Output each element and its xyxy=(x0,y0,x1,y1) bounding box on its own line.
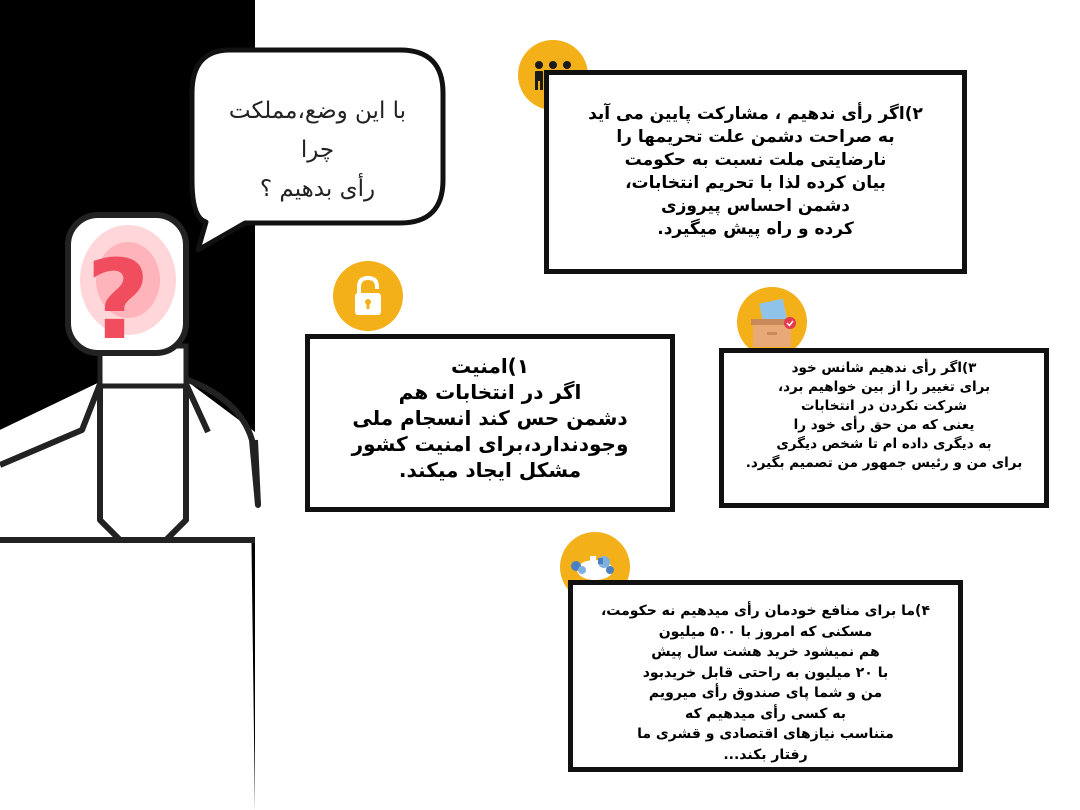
box2-line: ۲)اگر رأی ندهیم ، مشارکت پایین می آید xyxy=(588,104,923,124)
box1-line: مشکل ایجاد میکند. xyxy=(398,458,582,482)
box4-line: مسکنی که امروز با ۵۰۰ میلیون xyxy=(658,623,873,640)
box4-line: رفتار بکند... xyxy=(723,746,808,763)
logo-org-name: سازمان فضای مجازی سراج xyxy=(41,750,219,765)
box2-line: به صراحت دشمن علت تحریمها را xyxy=(616,127,895,147)
box4-line: ۴)ما برای منافع خودمان رأی میدهیم نه حکومت، xyxy=(600,603,930,619)
box3-line: ۳)اگر رأی ندهیم شانس خود xyxy=(791,360,977,376)
box3-line: شرکت نکردن در انتخابات xyxy=(800,398,968,414)
box1-line: اگر در انتخابات هم xyxy=(398,380,582,404)
box2-line: دشمن احساس پیروزی xyxy=(660,196,851,216)
bubble-line: رأی بدهیم ؟ xyxy=(259,176,376,202)
box2-line: بیان کرده لذا با تحریم انتخابات، xyxy=(625,173,886,193)
ballot-box-icon xyxy=(737,287,807,357)
siraj-logo-icon xyxy=(50,688,210,734)
logo-region: مرکز فارس xyxy=(102,774,158,787)
box3-line: برای من و رئیس جمهور من تصمیم بگیرد. xyxy=(745,455,1023,471)
box4-line: با ۲۰ میلیون به راحتی قابل خریدبود xyxy=(642,664,889,681)
box2-line: کرده و راه پیش میگیرد. xyxy=(657,219,854,239)
bubble-line: با این وضع،مملکت xyxy=(228,98,407,124)
box3-line: به دیگری داده ام تا شخص دیگری xyxy=(776,436,992,452)
reason-box-1 xyxy=(305,334,675,512)
box1-title: ۱)امنیت xyxy=(450,354,530,378)
logo-tagline: سازمان فضای مجازی سراج xyxy=(95,734,166,741)
reason-box-4 xyxy=(568,580,963,772)
ballot-box-icon-circle xyxy=(737,287,807,357)
box1-line: دشمن حس کند انسجام ملی xyxy=(352,406,628,430)
bubble-line: چرا xyxy=(300,137,335,163)
box4-line: هم نمیشود خرید هشت سال پیش xyxy=(651,644,880,660)
speech-bubble-text xyxy=(205,92,430,209)
box4-line: به کسی رأی میدهیم که xyxy=(685,705,846,722)
reason-box-3 xyxy=(719,348,1049,508)
lock-icon-circle xyxy=(333,261,403,331)
box4-line: من و شما پای صندوق رأی میرویم xyxy=(648,685,883,701)
box3-line: برای تغییر را از بین خواهیم برد، xyxy=(777,379,991,395)
box1-line: وجودندارد،برای امنیت کشور xyxy=(351,432,629,456)
lock-icon xyxy=(333,261,403,331)
reason-box-2 xyxy=(544,70,967,274)
question-mark-icon: ? xyxy=(86,236,150,364)
box4-line: متناسب نیازهای اقتصادی و قشری ما xyxy=(637,726,894,742)
box2-line: نارضایتی ملت نسبت به حکومت xyxy=(624,150,887,170)
box3-line: یعنی که من حق رأی خود را xyxy=(793,417,975,433)
